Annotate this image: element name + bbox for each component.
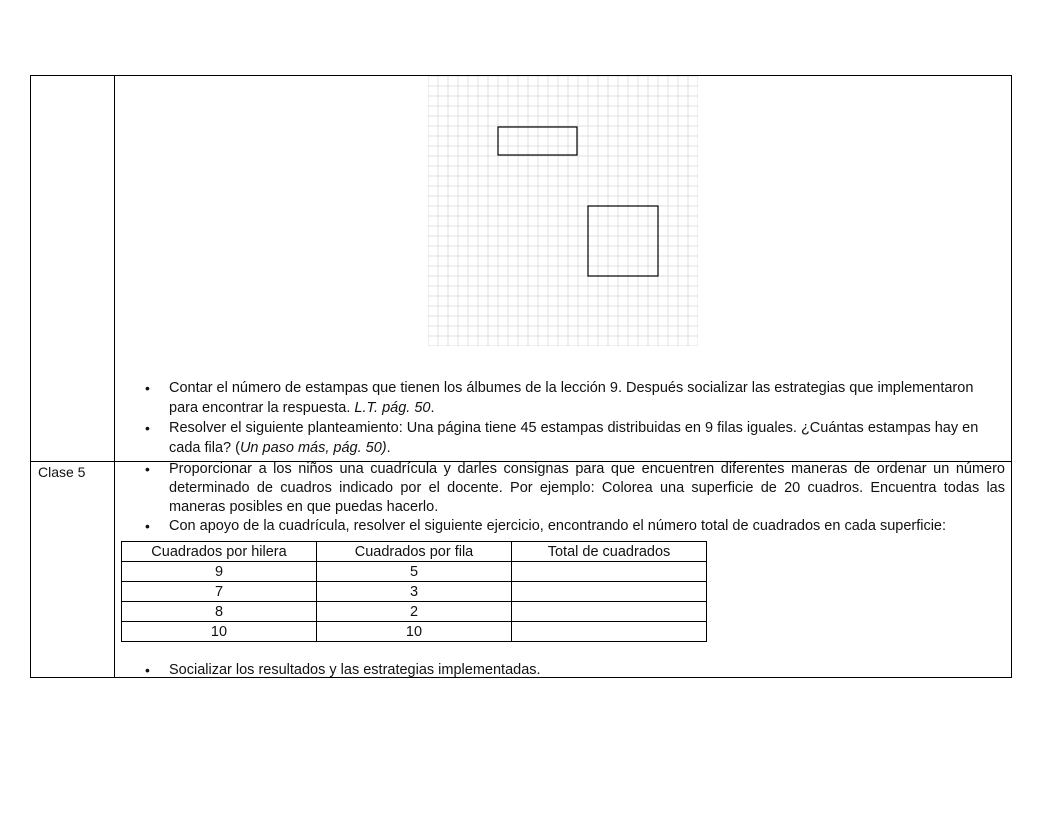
table-cell — [512, 582, 707, 602]
session-label: Clase 5 — [38, 464, 86, 480]
table-cell — [512, 562, 707, 582]
table-row — [122, 562, 707, 582]
column-divider — [114, 76, 115, 677]
table-header-row — [122, 542, 707, 562]
header-cell: Total de cuadrados — [512, 542, 707, 562]
table-cell: 10 — [122, 622, 317, 642]
activity-list-clase5 — [115, 460, 1005, 536]
grid-figure — [428, 76, 698, 346]
table-cell: 2 — [317, 602, 512, 622]
header-cell: Cuadrados por fila — [317, 542, 512, 562]
table-cell: 5 — [317, 562, 512, 582]
table-cell: 10 — [317, 622, 512, 642]
activity-list-final — [115, 660, 983, 680]
lesson-plan-table — [30, 75, 1012, 678]
table-cell — [512, 622, 707, 642]
table-row — [122, 582, 707, 602]
table-cell: 7 — [122, 582, 317, 602]
list-item: • Resolver el siguiente planteamiento: Una página tiene 45 estampas distribuidas en 9 filas iguales. ¿Cuántas estampas hay en cada fila? (Un paso más, pág. 50). — [115, 418, 983, 458]
list-item: • Proporcionar a los niños una cuadrícula y darles consignas para que encuentren diferentes maneras de ordenar un número determinado de cuadros indicado por el docente. Por ejemplo: Colorea una superficie de 20 cuadros. Encuentra todas las maneras posibles en que puedas hacerlo. — [115, 460, 1005, 517]
list-item: • Contar el número de estampas que tienen los álbumes de la lección 9. Después socializar las estrategias que implementaron para encontrar la respuesta. L.T. pág. 50. — [115, 378, 983, 418]
table-cell: 8 — [122, 602, 317, 622]
header-cell: Cuadrados por hilera — [122, 542, 317, 562]
table-row — [122, 602, 707, 622]
table-row — [122, 622, 707, 642]
activity-list-top — [115, 378, 983, 458]
list-item: • Socializar los resultados y las estrategias implementadas. — [115, 660, 983, 680]
list-item: • Con apoyo de la cuadrícula, resolver el siguiente ejercicio, encontrando el número total de cuadrados en cada superficie: — [115, 517, 1005, 536]
table-cell: 9 — [122, 562, 317, 582]
square-shape — [588, 206, 658, 276]
squares-table — [121, 541, 707, 642]
table-cell — [512, 602, 707, 622]
table-cell: 3 — [317, 582, 512, 602]
rectangle-shape — [498, 127, 577, 155]
